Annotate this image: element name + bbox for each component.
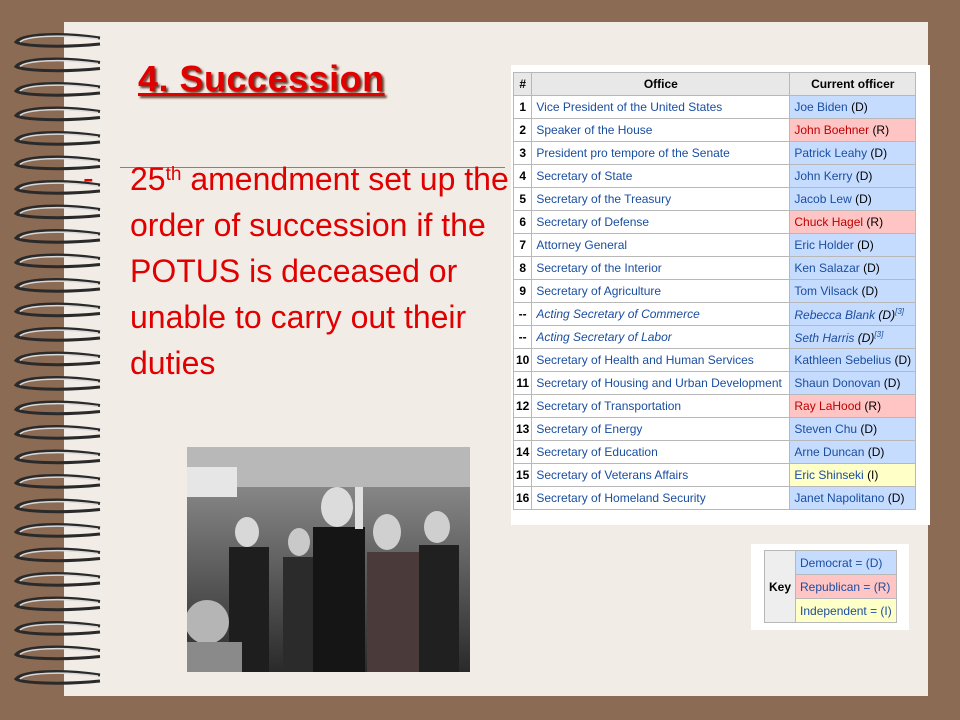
- current-officer-cell: [790, 211, 916, 234]
- row-number: 2: [514, 119, 532, 142]
- officer-name-link[interactable]: John Boehner: [794, 123, 870, 137]
- table-row: [514, 234, 916, 257]
- column-header-office: Office: [532, 73, 790, 96]
- office-link[interactable]: Secretary of the Interior: [532, 257, 790, 280]
- oath-photo: [187, 447, 470, 672]
- party-label: (D): [861, 284, 879, 298]
- party-label: (D): [883, 376, 901, 390]
- current-officer-cell: [790, 326, 916, 349]
- table-row: [514, 165, 916, 188]
- row-number: 10: [514, 349, 532, 372]
- office-link[interactable]: Secretary of Homeland Security: [532, 487, 790, 510]
- party-label: (D): [867, 445, 885, 459]
- table-row: [514, 464, 916, 487]
- table-row: [514, 257, 916, 280]
- party-label: (D): [855, 169, 873, 183]
- column-header-current-officer: Current officer: [790, 73, 916, 96]
- table-row: [514, 487, 916, 510]
- row-number: --: [514, 303, 532, 326]
- officer-name-link[interactable]: Eric Holder: [794, 238, 854, 252]
- current-officer-cell: [790, 257, 916, 280]
- current-officer-cell: [790, 280, 916, 303]
- row-number: 6: [514, 211, 532, 234]
- row-number: 11: [514, 372, 532, 395]
- row-number: 5: [514, 188, 532, 211]
- office-link[interactable]: Secretary of Housing and Urban Development: [532, 372, 790, 395]
- officer-name-link[interactable]: Janet Napolitano: [794, 491, 885, 505]
- bullet-dash: -: [83, 160, 94, 196]
- current-officer-cell: [790, 96, 916, 119]
- key-entry-democrat[interactable]: Democrat = (D): [796, 551, 897, 575]
- party-label: (R): [872, 123, 890, 137]
- officer-name-link[interactable]: Arne Duncan: [794, 445, 865, 459]
- officer-name-link[interactable]: Kathleen Sebelius: [794, 353, 892, 367]
- row-number: 15: [514, 464, 532, 487]
- bullet-number: 25: [130, 161, 166, 197]
- office-link[interactable]: Secretary of Veterans Affairs: [532, 464, 790, 487]
- table-row: [514, 188, 916, 211]
- reference-link[interactable]: [3]: [874, 329, 884, 339]
- slide-title: 4. Succession: [138, 58, 385, 99]
- party-label: (I): [867, 468, 879, 482]
- oath-photo-illustration: [187, 447, 470, 672]
- office-link[interactable]: Secretary of the Treasury: [532, 188, 790, 211]
- table-row: [514, 303, 916, 326]
- table-row: [514, 96, 916, 119]
- key-entry-republican[interactable]: Republican = (R): [796, 575, 897, 599]
- party-label: (D): [857, 238, 874, 252]
- party-label: (R): [864, 399, 882, 413]
- table-row: [514, 395, 916, 418]
- current-officer-cell: [790, 188, 916, 211]
- current-officer-cell: [790, 234, 916, 257]
- row-number: 1: [514, 96, 532, 119]
- row-number: 7: [514, 234, 532, 257]
- column-header-number: #: [514, 73, 532, 96]
- row-number: 12: [514, 395, 532, 418]
- office-link[interactable]: Attorney General: [532, 234, 790, 257]
- party-label: (D): [870, 146, 888, 160]
- office-link[interactable]: Secretary of Education: [532, 441, 790, 464]
- succession-table-panel: [511, 65, 930, 525]
- office-link[interactable]: Secretary of Defense: [532, 211, 790, 234]
- officer-name-link[interactable]: Steven Chu: [794, 422, 858, 436]
- succession-table: [513, 72, 916, 510]
- current-officer-cell: [790, 165, 916, 188]
- officer-name-link[interactable]: Joe Biden: [794, 100, 848, 114]
- row-number: 8: [514, 257, 532, 280]
- row-number: --: [514, 326, 532, 349]
- spiral-binding: [0, 0, 120, 720]
- officer-name-link[interactable]: John Kerry: [794, 169, 853, 183]
- office-link[interactable]: President pro tempore of the Senate: [532, 142, 790, 165]
- key-entry-independent[interactable]: Independent = (I): [796, 599, 897, 623]
- reference-link[interactable]: [3]: [895, 306, 904, 316]
- table-row: [514, 349, 916, 372]
- officer-name-link[interactable]: Ken Salazar: [794, 261, 860, 275]
- table-row: [514, 418, 916, 441]
- table-row: [514, 280, 916, 303]
- office-link[interactable]: Vice President of the United States: [532, 96, 790, 119]
- party-key-panel: [751, 544, 909, 630]
- current-officer-cell: [790, 395, 916, 418]
- bullet-body: amendment set up the order of succession if the POTUS is deceased or unable to carry out their duties: [130, 161, 509, 381]
- officer-name-link[interactable]: Ray LaHood: [794, 399, 862, 413]
- party-label: (D): [894, 353, 912, 367]
- table-row: [514, 119, 916, 142]
- office-link[interactable]: Secretary of Energy: [532, 418, 790, 441]
- officer-name-link[interactable]: Chuck Hagel: [794, 215, 864, 229]
- party-key-table: [764, 550, 897, 623]
- row-number: 4: [514, 165, 532, 188]
- table-row: [514, 142, 916, 165]
- officer-name-link[interactable]: Jacob Lew: [794, 192, 852, 206]
- office-link[interactable]: Secretary of Agriculture: [532, 280, 790, 303]
- party-label: (D): [863, 261, 880, 275]
- row-number: 3: [514, 142, 532, 165]
- party-label: (D): [851, 100, 868, 114]
- bullet-text: [130, 156, 510, 386]
- current-officer-cell: [790, 464, 916, 487]
- current-officer-cell: [790, 142, 916, 165]
- row-number: 14: [514, 441, 532, 464]
- table-row: [514, 211, 916, 234]
- table-header-row: [514, 73, 916, 96]
- officer-name-link[interactable]: Seth Harris: [794, 330, 855, 345]
- office-link[interactable]: Acting Secretary of Commerce: [532, 303, 790, 326]
- officer-name-link[interactable]: Rebecca Blank: [794, 307, 876, 322]
- table-row: [514, 372, 916, 395]
- key-label: Key: [765, 551, 796, 623]
- office-link[interactable]: Secretary of State: [532, 165, 790, 188]
- officer-name-link[interactable]: Tom Vilsack: [794, 284, 859, 298]
- party-label: (R): [866, 215, 884, 229]
- office-link[interactable]: Secretary of Transportation: [532, 395, 790, 418]
- current-officer-cell: [790, 303, 916, 326]
- party-label: (D): [857, 330, 875, 345]
- current-officer-cell: [790, 349, 916, 372]
- office-link[interactable]: Acting Secretary of Labor: [532, 326, 790, 349]
- bullet-ordinal-suffix: th: [165, 164, 182, 185]
- officer-name-link[interactable]: Shaun Donovan: [794, 376, 881, 390]
- party-label: (D): [878, 307, 896, 322]
- officer-name-link[interactable]: Patrick Leahy: [794, 146, 868, 160]
- party-label: (D): [887, 491, 905, 505]
- table-row: [514, 441, 916, 464]
- row-number: 16: [514, 487, 532, 510]
- party-label: (D): [855, 192, 872, 206]
- row-number: 9: [514, 280, 532, 303]
- officer-name-link[interactable]: Eric Shinseki: [794, 468, 864, 482]
- row-number: 13: [514, 418, 532, 441]
- current-officer-cell: [790, 372, 916, 395]
- current-officer-cell: [790, 487, 916, 510]
- current-officer-cell: [790, 418, 916, 441]
- party-label: (D): [860, 422, 878, 436]
- office-link[interactable]: Secretary of Health and Human Services: [532, 349, 790, 372]
- table-row: [514, 326, 916, 349]
- current-officer-cell: [790, 119, 916, 142]
- current-officer-cell: [790, 441, 916, 464]
- office-link[interactable]: Speaker of the House: [532, 119, 790, 142]
